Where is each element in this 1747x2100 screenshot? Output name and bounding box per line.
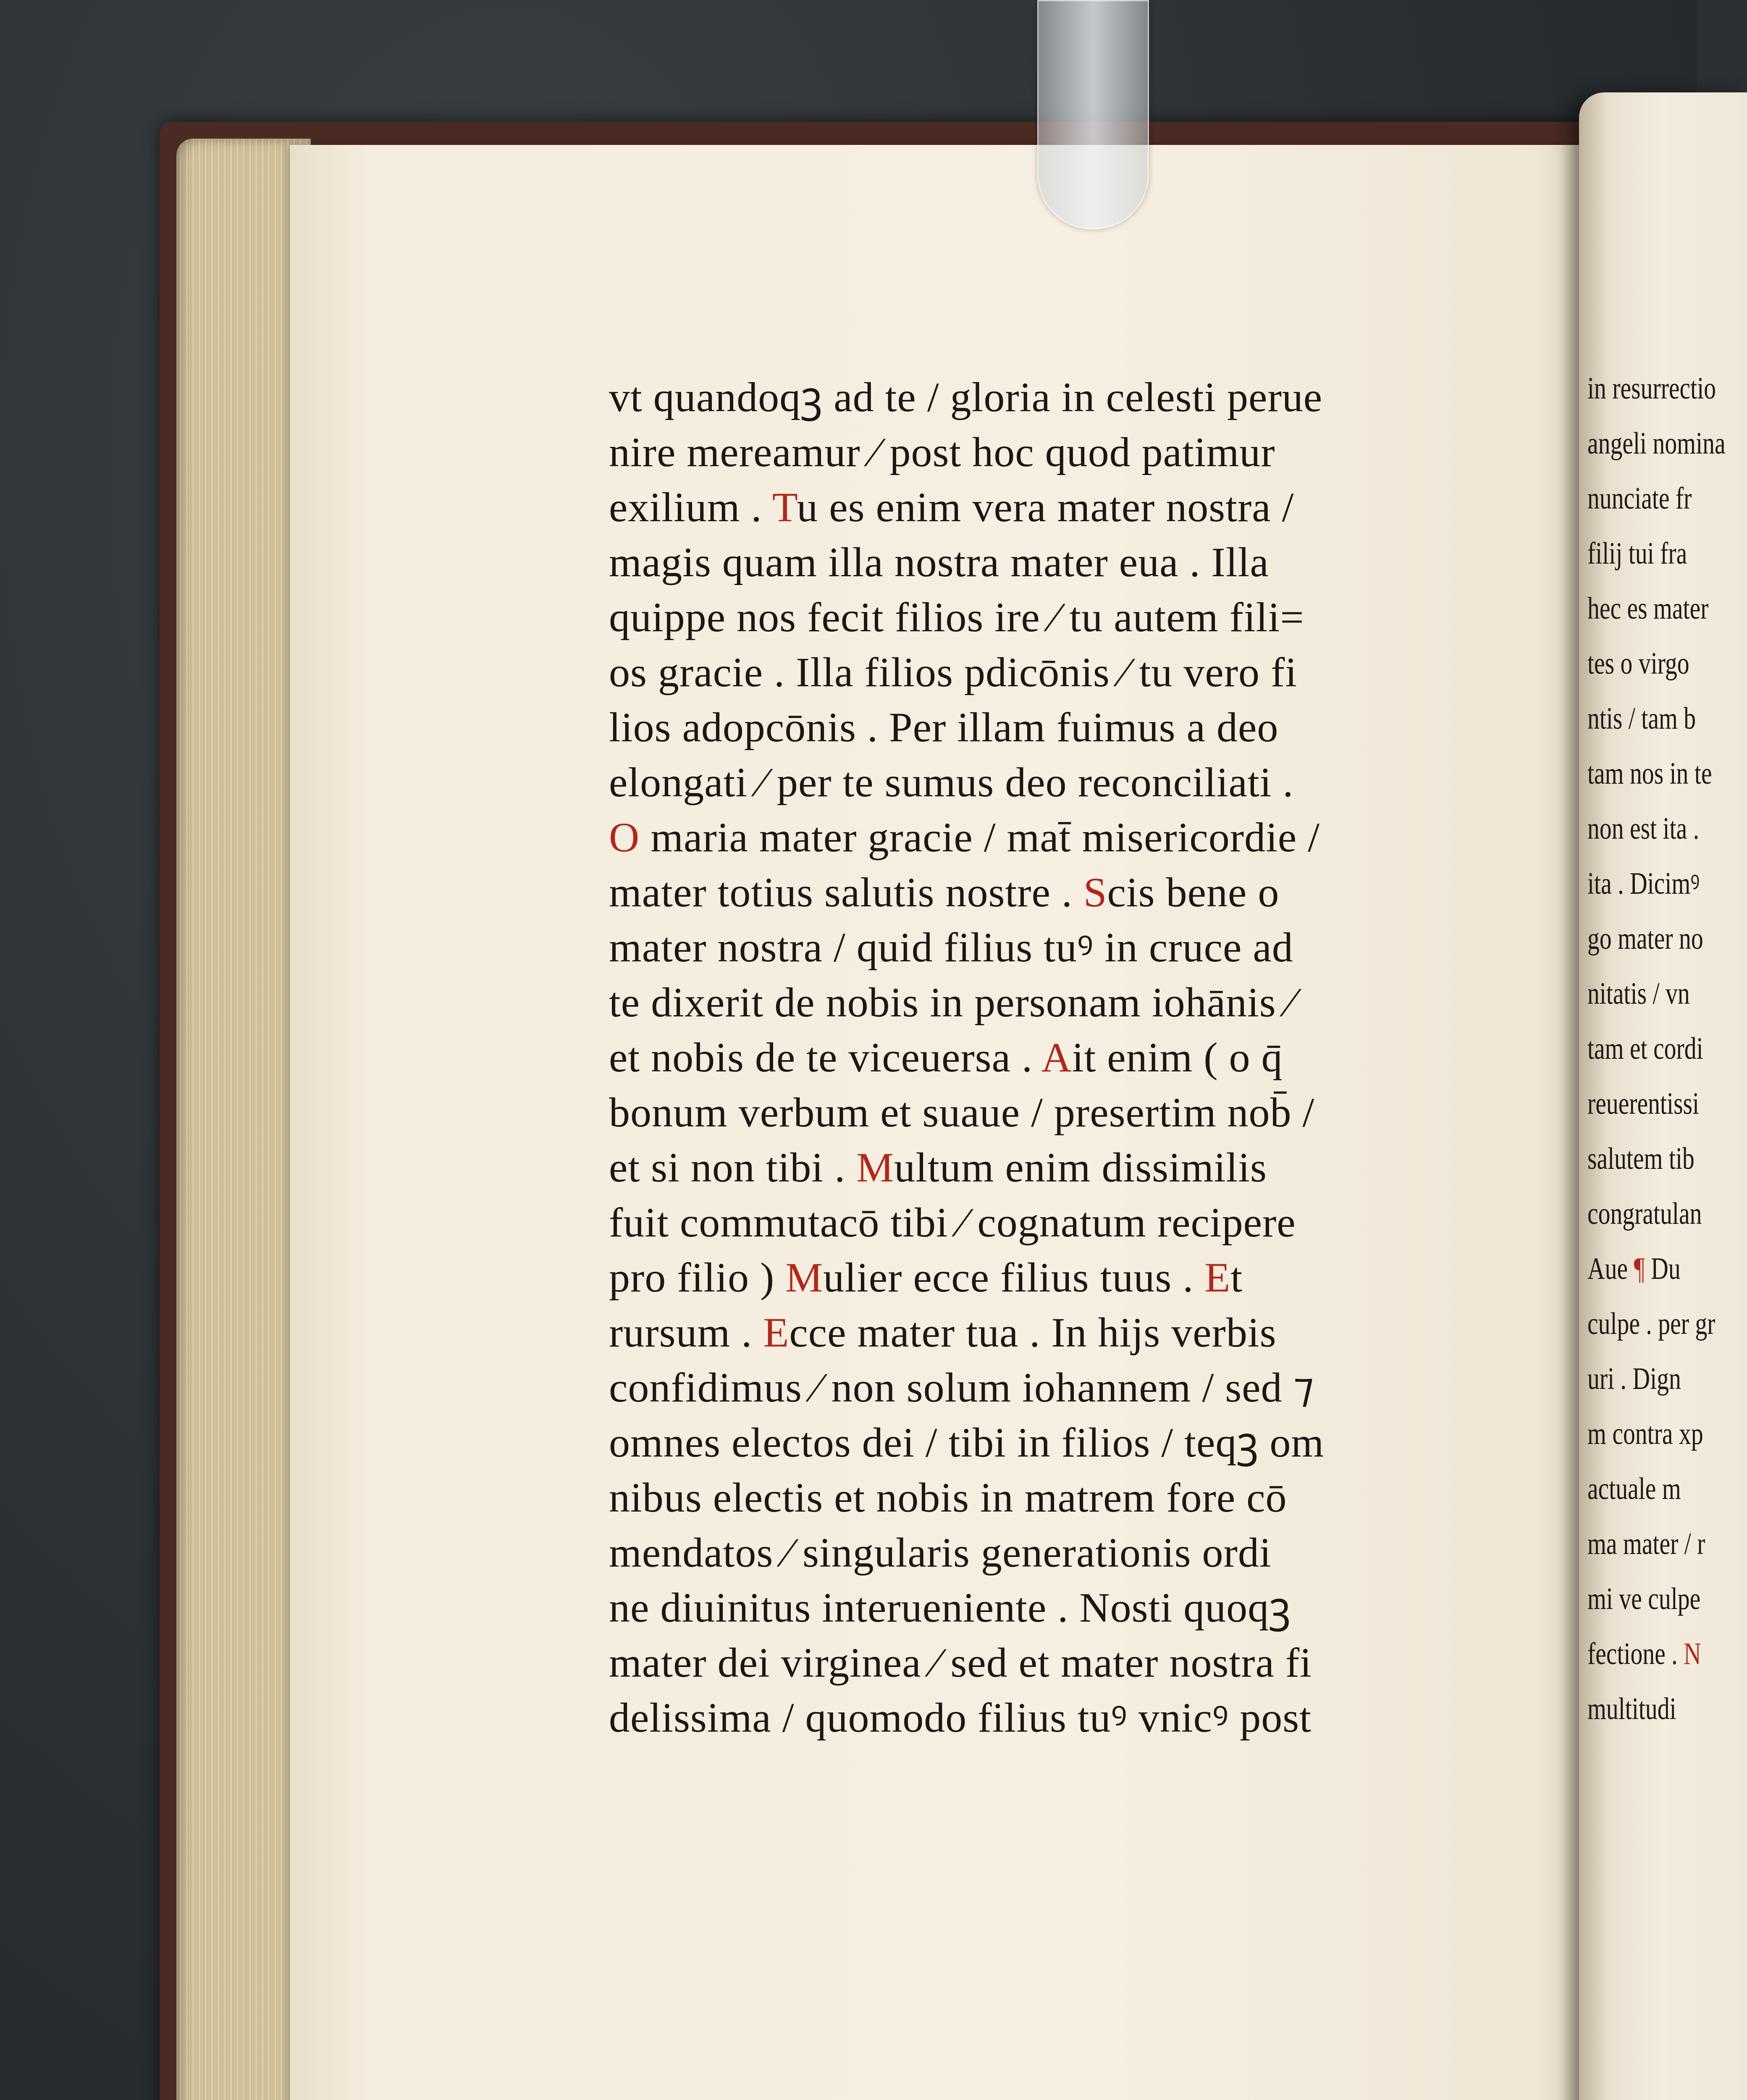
recto-text-line: tam et cordi xyxy=(1587,1032,1703,1066)
recto-text-line: ma mater / r xyxy=(1587,1527,1705,1561)
text-line: bonum verbum et suaue / presertim nob̄ / xyxy=(609,1089,1315,1136)
text-line: fuit commutacō tibi ⁄ cognatum recipere xyxy=(609,1199,1296,1246)
text-line: mater totius salutis nostre . Scis bene o xyxy=(609,869,1280,916)
recto-text-line: in resurrectio xyxy=(1587,371,1716,406)
text-line: O maria mater gracie / mat̄ misericordie / xyxy=(609,814,1320,861)
recto-text-line: non est ita . xyxy=(1587,811,1700,846)
recto-text-line: tes o virgo xyxy=(1587,646,1689,681)
text-line: pro filio ) Mulier ecce filius tuus . Et xyxy=(609,1254,1243,1301)
recto-text-line: go mater no xyxy=(1587,921,1703,956)
text-line: vt quandoqꝫ ad te / gloria in celesti perue xyxy=(609,374,1323,420)
recto-text-line: multitudi xyxy=(1587,1692,1676,1726)
recto-text-line: reuerentissi xyxy=(1587,1087,1700,1121)
text-line: mendatos ⁄ singularis generationis ordi xyxy=(609,1529,1272,1576)
text-line: mater nostra / quid filius tuꝰ in cruce ad xyxy=(609,924,1293,971)
recto-text-line: salutem tib xyxy=(1587,1142,1695,1176)
recto-text-line: angeli nomina xyxy=(1587,426,1726,461)
text-line: magis quam illa nostra mater eua . Illa xyxy=(609,539,1269,585)
recto-text-line: m contra xp xyxy=(1587,1417,1703,1451)
recto-text-line: culpe . per gr xyxy=(1587,1307,1716,1341)
text-line: exilium . Tu es enim vera mater nostra / xyxy=(609,484,1294,530)
text-line: elongati ⁄ per te sumus deo reconciliati . xyxy=(609,759,1294,806)
text-line: os gracie . Illa filios pdicōnis ⁄ tu vero fi xyxy=(609,649,1298,696)
text-line: confidimus ⁄ non solum iohannem / sed ⁊ xyxy=(609,1364,1315,1411)
recto-text-line: Aue ¶ Du xyxy=(1587,1252,1681,1286)
recto-text-block xyxy=(1587,361,1747,1737)
recto-text-line: ntis / tam b xyxy=(1587,701,1696,736)
text-line: ne diuinitus interueniente . Nosti quoqꝫ xyxy=(609,1584,1291,1631)
recto-text-line: ita . Dicimꝰ xyxy=(1587,866,1700,901)
page-clip-top xyxy=(1037,0,1149,229)
text-line: delissima / quomodo filius tuꝰ vnicꝰ post xyxy=(609,1694,1312,1741)
recto-text-line: filij tui fra xyxy=(1587,536,1687,571)
recto-text-line: uri . Dign xyxy=(1587,1362,1681,1396)
text-line: nibus electis et nobis in matrem fore cō xyxy=(609,1474,1287,1521)
text-line: te dixerit de nobis in personam iohānis ⁄ xyxy=(609,979,1295,1026)
recto-text-line: hec es mater xyxy=(1587,591,1709,626)
text-line: quippe nos fecit filios ire ⁄ tu autem fili= xyxy=(609,594,1304,640)
text-line: rursum . Ecce mater tua . In hijs verbis xyxy=(609,1309,1277,1356)
text-line: nire mereamur ⁄ post hoc quod patimur xyxy=(609,429,1275,475)
text-line: mater dei virginea ⁄ sed et mater nostra fi xyxy=(609,1639,1312,1686)
recto-page xyxy=(1579,92,1747,2100)
recto-text-line: actuale m xyxy=(1587,1472,1681,1506)
recto-text-line: fectione . N xyxy=(1587,1637,1701,1671)
text-line: et si non tibi . Multum enim dissimilis xyxy=(609,1144,1267,1191)
recto-text-line: nunciate fr xyxy=(1587,481,1692,516)
text-line: omnes electos dei / tibi in filios / teqꝫ om xyxy=(609,1419,1325,1466)
text-line: lios adopcōnis . Per illam fuimus a deo xyxy=(609,704,1279,751)
recto-text-line: mi ve culpe xyxy=(1587,1582,1701,1616)
recto-text-line: congratulan xyxy=(1587,1197,1702,1231)
main-text-block xyxy=(609,370,1491,1745)
recto-text-line: nitatis / vn xyxy=(1587,976,1690,1011)
text-line: et nobis de te viceuersa . Ait enim ( o q̄ xyxy=(609,1034,1283,1081)
recto-text-line: tam nos in te xyxy=(1587,756,1712,791)
